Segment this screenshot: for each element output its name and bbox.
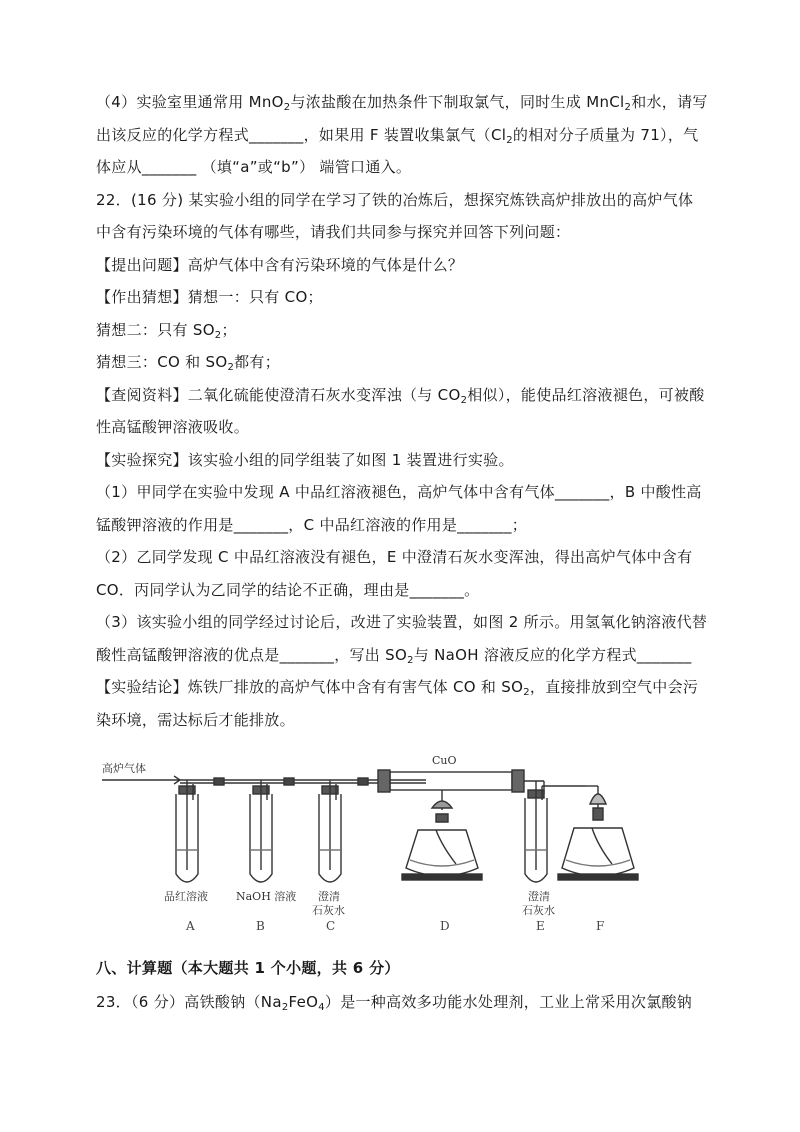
letter-a: A: [186, 919, 195, 933]
q23-line1: 23．（6 分）高铁酸钠$(Na_2FeO_4)$是一种高效多功能水处理剂，工业上常采用次氯酸钠: [96, 993, 693, 1013]
label-e-2: 石灰水: [522, 904, 555, 917]
q22-guess2: 猜想二：只有 $SO_2$；: [96, 321, 237, 341]
letter-f: F: [596, 919, 605, 933]
q22-part1-line1: （1）甲同学在实验中发现 A 中品红溶液褪色，高炉气体中含有气体_______，B 中酸性高: [96, 483, 702, 501]
q21-4-line2: 出该反应的化学方程式_______，如果用 F 装置收集氯气（$Cl_2$的相对分子质量为 71），气: [96, 126, 699, 146]
q22-part2-line1: （2）乙同学发现 C 中品红溶液没有褪色，E 中澄清石灰水变浑浊，得出高炉气体中含有: [96, 548, 693, 566]
q21-4-line1: （4）实验室里通常用 MnO$_2$与浓盐酸在加热条件下制取氯气，同时生成 MnCl$_2$和水，请写: [96, 93, 708, 113]
q21-4-line3: 体应从_______ （填“a”或“b”） 端管口通入。: [96, 158, 412, 176]
letter-d: D: [440, 919, 450, 933]
q22-intro-line1: 22．(16 分) 某实验小组的同学在学习了铁的冶炼后，想探究炼铁高炉排放出的高炉气体: [96, 191, 694, 209]
apparatus-figure: [96, 750, 716, 940]
label-a: 品红溶液: [164, 890, 208, 903]
q22-guess3: 猜想三：CO 和 $SO_2$都有；: [96, 353, 281, 373]
letter-c: C: [326, 919, 336, 933]
letter-e: E: [536, 919, 545, 933]
q22-part2-line2: CO．丙同学认为乙同学的结论不正确，理由是_______。: [96, 581, 480, 599]
q22-part3-line2: 酸性高锰酸钾溶液的优点是_______，写出 $SO_2$与 NaOH 溶液反应的化学方程式_______: [96, 646, 692, 666]
label-c-2: 石灰水: [312, 904, 345, 917]
label-e-1: 澄清: [528, 890, 550, 903]
label-c-1: 澄清: [318, 890, 340, 903]
q22-info-line2: 性高锰酸钾溶液吸收。: [96, 418, 250, 436]
gas-label: 高炉气体: [102, 762, 146, 775]
apparatus-diagram: [96, 750, 716, 940]
q22-info-line1: 【查阅资料】二氧化硫能使澄清石灰水变浑浊（与 $CO_2$相似），能使品红溶液褪色，可被酸: [96, 386, 705, 406]
q22-ask: 【提出问题】高炉气体中含有污染环境的气体是什么？: [96, 256, 464, 274]
q22-intro-line2: 中含有污染环境的气体有哪些，请我们共同参与探究并回答下列问题：: [96, 223, 571, 241]
q22-conclusion-line2: 染环境，需达标后才能排放。: [96, 711, 295, 729]
section8-heading: 八、计算题（本大题共 1 个小题，共 6 分）: [96, 959, 400, 977]
q22-part1-line2: 锰酸钾溶液的作用是_______，C 中品红溶液的作用是_______；: [96, 516, 528, 534]
q22-part3-line1: （3）该实验小组的同学经过讨论后，改进了实验装置，如图 2 所示。用氢氧化钠溶液代替: [96, 613, 708, 631]
letter-b: B: [256, 919, 265, 933]
label-b: NaOH 溶液: [236, 890, 297, 903]
q22-explore: 【实验探究】该实验小组的同学组装了如图 1 装置进行实验。: [96, 451, 514, 469]
q22-guess1: 【作出猜想】猜想一：只有 CO；: [96, 288, 323, 306]
cuo-label: CuO: [432, 754, 457, 767]
q22-conclusion-line1: 【实验结论】炼铁厂排放的高炉气体中含有有害气体 CO 和 $SO_2$，直接排放到空气中会污: [96, 678, 699, 698]
